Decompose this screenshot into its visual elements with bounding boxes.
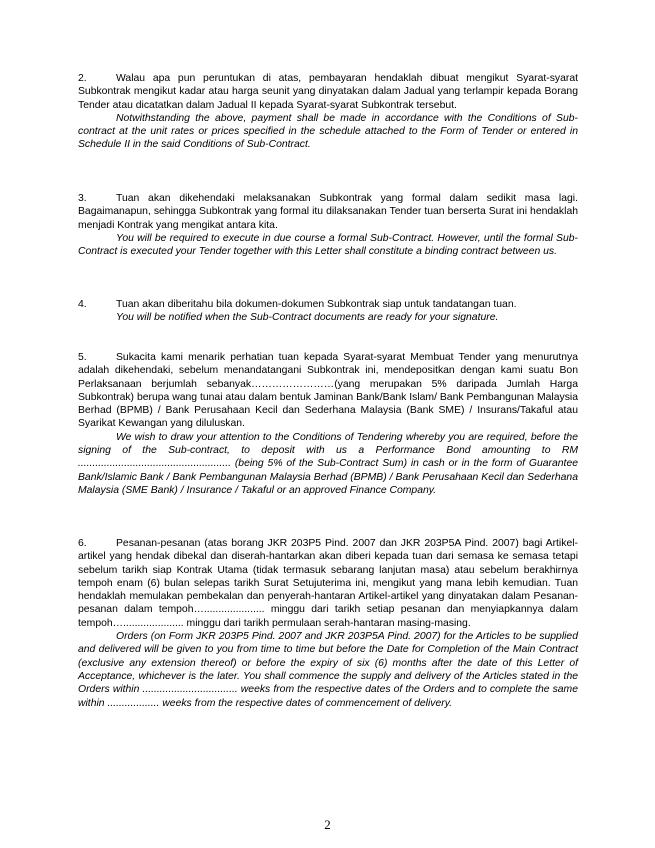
clause-5-english (78, 431, 578, 497)
clause-text: Pesanan-pesanan (atas borang JKR 203P5 Pind. 2007 dan JKR 203P5A Pind. 2007) bagi Artikel-artikel yang hendak dibekal dan diserah-hantarkan akan diberi kepada tuan dari semasa ke semasa tetapi sebelum tarikh siap Kontrak Utama (tidak termasuk sebarang lanjutan masa) atau sebelum berakhirnya tempoh enam (6) bulan selepas tarikh Surat Setujuterima ini, mengikut yang mana lebih kemudian. Tuan hendaklah memulakan pembekalan dan penyerah-hantaran Artikel-artikel yang dinyatakan dalam Pesanan-pesanan dalam tempoh…..................... minggu dari tarikh setiap pesanan dan menyiapkannya dalam tempoh…..................... minggu dari tarikh permulaan serah-hantaran masing-masing. (78, 538, 578, 629)
clause-4-english (78, 311, 578, 324)
clause-text-english: Orders (on Form JKR 203P5 Pind. 2007 and JKR 203P5A Pind. 2007) for the Articles to be supplied and delivered will be given to you from time to time but before the Date for Completion of the Main Contract (exclusive any extension thereof) or before the expiry of six (6) months after the date of this Letter of Acceptance, whichever is the later. You shall commence the supply and delivery of the Articles stated in the Orders within ................................. weeks from the respective dates of the Orders and to complete the same within .................. weeks from the respective dates of commencement of delivery. (78, 631, 578, 709)
clause-4-malay (78, 298, 578, 311)
clause-number: 2. (78, 73, 87, 84)
clause-4 (78, 298, 578, 325)
clause-number: 4. (78, 299, 87, 310)
clause-3-malay (78, 192, 578, 232)
clause-6-english (78, 630, 578, 710)
clause-text: Sukacita kami menarik perhatian tuan kepada Syarat-syarat Membuat Tender yang menurutnya adalah dikehendaki, sebelum menandatangani Subkontrak ini, mendepositkan dengan kami suatu Bon Perlaksanaan berjumlah sebanyak……………………(yang merupakan 5% daripada Jumlah Harga Subkontrak) berupa wang tunai atau dalam bentuk Jaminan Bank/Bank Islam/ Bank Pembangunan Malaysia Berhad (BPMB) / Bank Perusahaan Kecil dan Sederhana Malaysia (Bank SME) / Insurans/Takaful atau Syarikat Kewangan yang diluluskan. (78, 352, 578, 430)
clause-3 (78, 192, 578, 258)
clause-2 (78, 72, 578, 152)
clause-6 (78, 537, 578, 710)
clause-2-malay (78, 72, 578, 112)
clause-2-english (78, 112, 578, 152)
clause-number: 3. (78, 193, 87, 204)
clause-text-english: You will be required to execute in due course a formal Sub-Contract. However, until the formal Sub-Contract is executed your Tender together with this Letter shall constitute a binding contract between us. (78, 232, 578, 258)
page-number: 2 (324, 817, 331, 832)
clause-text-english: You will be notified when the Sub-Contract documents are ready for your signature. (116, 312, 499, 324)
clause-text: Tuan akan dikehendaki melaksanakan Subkontrak yang formal dalam sedikit masa lagi. Bagaimanapun, sehingga Subkontrak yang formal itu dilaksanakan Tender tuan berserta Surat ini hendaklah menjadi Kontrak yang mengikat antara kita. (78, 193, 578, 231)
clause-3-english (78, 232, 578, 259)
clause-6-malay (78, 537, 578, 630)
clause-number: 5. (78, 352, 87, 363)
clause-5-malay (78, 351, 578, 431)
clause-text-english: We wish to draw your attention to the Conditions of Tendering whereby you are required, before the signing of the Sub-contract, to deposit with us a Performance Bond amounting to RM ..................................................... (being 5% of the Sub-Contract Sum) in cash or in the form of Guarantee Bank/Islamic Bank / Bank Pembangunan Malaysia Berhad (BPMB) / Bank Perusahaan Kecil dan Sederhana Malaysia (SME Bank) / Insurance / Takaful or an approved Finance Company. (78, 431, 578, 496)
clause-number: 6. (78, 538, 87, 549)
clause-text-english: Notwithstanding the above, payment shall be made in accordance with the Conditions of Sub-contract at the unit rates or prices specified in the schedule attached to the Form of Tender or entered in Schedule II in the said Conditions of Sub-Contract. (78, 112, 578, 151)
clause-text: Tuan akan diberitahu bila dokumen-dokumen Subkontrak siap untuk tandatangan tuan. (116, 299, 517, 310)
clause-5 (78, 351, 578, 497)
clause-text: Walau apa pun peruntukan di atas, pembayaran hendaklah dibuat mengikut Syarat-syarat Subkontrak mengikut kadar atau harga seunit yang dinyatakan dalam Jadual yang terlampir kepada Borang Tender atau dicatatkan dalam Jadual II kepada Syarat-syarat Subkontrak tersebut. (78, 73, 578, 111)
